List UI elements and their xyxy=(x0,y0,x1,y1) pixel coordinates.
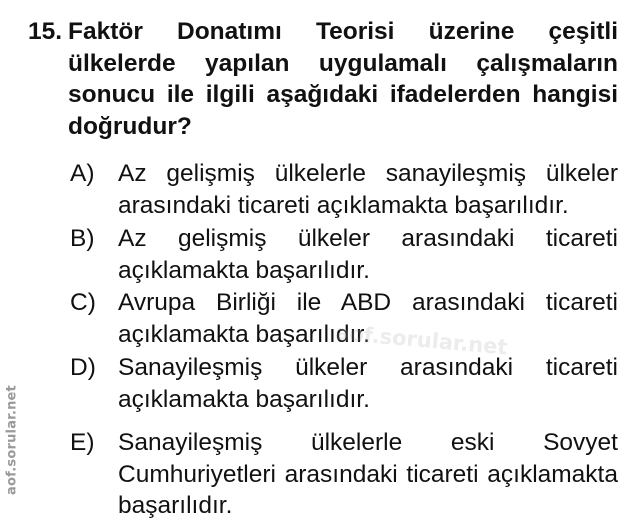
option-b-letter: B) xyxy=(70,225,95,252)
option-c-text: Avrupa Birliği ile ABD arasındaki ticareti açıklamakta başarılıdır. xyxy=(118,289,618,348)
question-text: Faktör Donatımı Teorisi üzerine çeşitli ülkelerde yapılan uygulamalı çalışmaların sonucu ile ilgili aşağıdaki ifadelerden hangisi doğrudur? xyxy=(68,18,618,140)
side-watermark-text: aof.sorular.net xyxy=(4,385,20,495)
option-b-text: Az gelişmiş ülkeler arasındaki ticareti açıklamakta başarılıdır. xyxy=(118,225,618,284)
option-e[interactable] xyxy=(70,427,618,522)
option-e-text: Sanayileşmiş ülkelerle eski Sovyet Cumhuriyetleri arasındaki ticareti açıklamakta başarılıdır. xyxy=(118,429,618,519)
option-a-text: Az gelişmiş ülkelerle sanayileşmiş ülkeler arasındaki ticareti açıklamakta başarılıdır. xyxy=(118,160,618,219)
option-e-letter: E) xyxy=(70,429,95,456)
option-c-letter: C) xyxy=(70,289,96,316)
option-d[interactable] xyxy=(70,352,618,415)
option-b[interactable] xyxy=(70,223,618,286)
question-number: 15. xyxy=(28,18,63,45)
option-d-letter: D) xyxy=(70,354,96,381)
option-d-text: Sanayileşmiş ülkeler arasındaki ticareti açıklamakta başarılıdır. xyxy=(118,354,618,413)
option-a[interactable] xyxy=(70,158,618,221)
option-a-letter: A) xyxy=(70,160,95,187)
center-watermark: aof.sorular.net xyxy=(334,320,509,360)
